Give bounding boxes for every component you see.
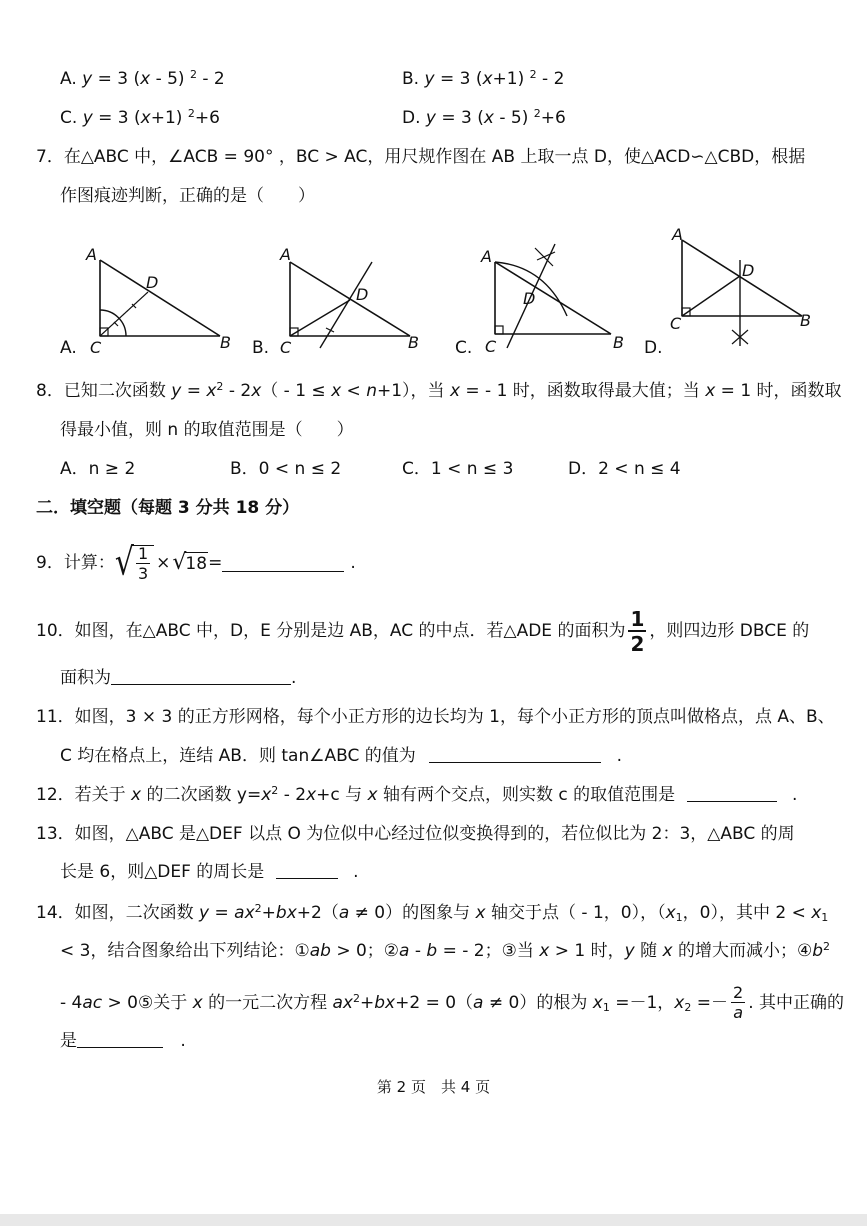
q7-figure-d-label: D. (644, 338, 663, 358)
q12-line: 12．若关于 x 的二次函数 $y=x^2 - 2x+c$ 与 x 轴有两个交点，则实数 c 的取值范围是 . (36, 784, 798, 805)
q6-option-c-label: C. (60, 108, 78, 128)
q11-answer-blank[interactable] (429, 746, 601, 763)
q8-line1: 8．已知二次函数 $y = x^2 - 2x( - 1 \le x < n+1)$，当 x = - 1 时，函数取得最大值；当 x = 1 时，函数取 (36, 380, 842, 401)
q7-figure-c (455, 236, 645, 361)
svg-text:A: A (86, 245, 97, 264)
q13-text-a: 如图，△ABC 是△DEF 以点 O 为位似中心经过位似变换得到的，若位似比为 2：3，△ABC 的周 (74, 824, 795, 844)
q13-end: . (353, 862, 359, 882)
page-footer: 第 2 页 共 4 页 (376, 1078, 491, 1096)
q10-fraction (628, 606, 646, 656)
q14-text-c: - 4ac > 0⑤关于 x 的一元二次方程 $ax^2+bx+2 = 0(a \ne 0)$的根为 $x_1 =-1$，$x_2$ =－ (60, 992, 728, 1014)
q7-stem: 在△ABC 中，∠ACB = 90° ，BC > AC，用尺规作图在 AB 上取一点 D，使△ACD∽△CBD，根据 (63, 147, 806, 167)
q9-number: 9． (36, 553, 64, 573)
q9-eq: = (208, 553, 223, 573)
svg-text:C: C (670, 314, 682, 333)
q6-option-d-text: y = 3 (x - 5) $^2$+6 (425, 107, 566, 128)
q13-number: 13． (36, 824, 75, 844)
q11-number: 11． (36, 707, 75, 727)
q10-end: . (291, 668, 297, 688)
svg-text:D: D (356, 285, 369, 304)
q14-end: . (180, 1031, 186, 1051)
q10-number: 10． (36, 621, 75, 641)
svg-text:A: A (481, 247, 492, 266)
q6-option-a (60, 68, 225, 90)
svg-text:B: B (408, 333, 419, 352)
q14-frac-den: a (733, 1003, 743, 1022)
q6-option-a-label: A. (60, 69, 77, 89)
q10-frac-num: 1 (630, 606, 645, 631)
q10-frac-den: 2 (630, 631, 645, 656)
q14-line4 (60, 1030, 186, 1052)
q10-text-b: ，则四边形 DBCE 的 (649, 621, 810, 641)
q14-line2: < 3，结合图象给出下列结论：①ab > 0；②a - b = - 2；③当 x > 1 时，y 随 x 的增大而减小；$④b^2$ (60, 940, 831, 961)
svg-text:B: B (800, 311, 811, 330)
svg-text:A: A (672, 225, 683, 244)
q9-sqrt-18: √ 18 (172, 550, 208, 575)
q11-line2 (60, 745, 622, 767)
q14-fraction (731, 985, 745, 1021)
q8-line2: 得最小值，则 n 的取值范围是（ ） (60, 420, 354, 440)
q9-frac-den: 3 (137, 563, 149, 583)
q7-line2: 作图痕迹判断，正确的是（ ） (60, 186, 315, 206)
q10-text-a: 如图，在△ABC 中，D，E 分别是边 AB，AC 的中点．若△ADE 的面积为 (74, 621, 626, 641)
svg-text:A: A (280, 245, 291, 264)
svg-text:B: B (220, 333, 231, 352)
q7-figure-c-label: C. (455, 338, 473, 358)
section2-title: 二．填空题（每题 3 分共 18 分） (36, 498, 300, 518)
q11-text-b: C 均在格点上，连结 AB．则 tan∠ABC 的值为 (60, 746, 416, 766)
q12-number: 12． (36, 785, 75, 805)
q7-figure-b (250, 240, 440, 365)
q10-text-c: 面积为 (60, 668, 111, 688)
q6-option-d (402, 107, 566, 129)
q11-text-a: 如图，3 × 3 的正方形网格，每个小正方形的边长均为 1，每个小正方形的顶点叫做格点，点 A、B、 (74, 707, 835, 727)
q9-answer-blank[interactable] (222, 555, 344, 572)
q12-end: . (791, 785, 798, 805)
q6-option-c-text: y = 3 (x+1) $^2$+6 (82, 107, 220, 128)
q6-option-a-text: y = 3 (x - 5) $^2$ - 2 (82, 68, 225, 89)
q14-text-d: . 其中正确的 (748, 993, 844, 1013)
bottom-edge (0, 1214, 867, 1226)
q9-sqrt-fraction: √ $\frac{1}{3}$ (115, 545, 154, 582)
q6-option-b-text: y = 3 (x+1) $^2$ - 2 (424, 68, 565, 89)
q8-option-d: D．2 < n ≤ 4 (568, 459, 681, 479)
q10-answer-blank[interactable] (111, 668, 291, 685)
q12-answer-blank[interactable] (687, 785, 777, 802)
q9-line (36, 538, 356, 588)
q6-option-c (60, 107, 220, 129)
q14-frac-num: 2 (733, 983, 744, 1002)
q13-answer-blank[interactable] (276, 862, 338, 879)
svg-text:D: D (742, 261, 755, 280)
q7-figure-a (60, 240, 250, 365)
q14-number: 14． (36, 903, 75, 923)
q9-text: 计算： (63, 553, 115, 573)
svg-text:C: C (280, 338, 292, 357)
q13-line2 (60, 861, 359, 883)
q7-figure-a-label: A. (60, 338, 77, 358)
q14-line1: 14．如图，二次函数 $y = ax^2+bx+2(a \ne 0)$的图象与 x 轴交于点（ - 1，0），（$x_1$，0），其中 $2 < x_1$ (36, 902, 829, 924)
svg-text:C: C (90, 338, 102, 357)
q13-text-b: 长是 6，则△DEF 的周长是 (60, 862, 265, 882)
svg-text:C: C (485, 337, 497, 356)
q14-line3 (60, 980, 844, 1026)
svg-text:D: D (146, 273, 159, 292)
q9-frac-num: 1 (137, 543, 149, 563)
q14-text-e: 是 (60, 1031, 77, 1051)
q14-answer-blank[interactable] (77, 1031, 163, 1048)
q13-line1 (36, 823, 795, 845)
q8-option-a: A．n ≥ 2 (60, 459, 136, 479)
q7-figure-d (660, 226, 830, 356)
q8-number: 8． (36, 381, 64, 401)
q9-radicand: 18 (185, 553, 208, 574)
q9-times: × (156, 553, 171, 573)
q8-option-c: C．1 < n ≤ 3 (402, 459, 514, 479)
q7-line1 (36, 146, 805, 168)
q10-line1 (36, 608, 809, 654)
q7-figure-b-label: B. (252, 338, 270, 358)
q10-line2 (60, 667, 296, 689)
svg-text:B: B (613, 333, 624, 352)
q11-line1 (36, 706, 835, 728)
svg-text:D: D (523, 289, 536, 308)
q11-end: . (616, 746, 622, 766)
q7-number: 7． (36, 147, 64, 167)
q6-option-b-label: B. (402, 69, 420, 89)
q9-end: . (350, 553, 356, 573)
q6-option-d-label: D. (402, 108, 421, 128)
q8-option-b: B．0 < n ≤ 2 (230, 459, 342, 479)
q6-option-b (402, 68, 564, 90)
